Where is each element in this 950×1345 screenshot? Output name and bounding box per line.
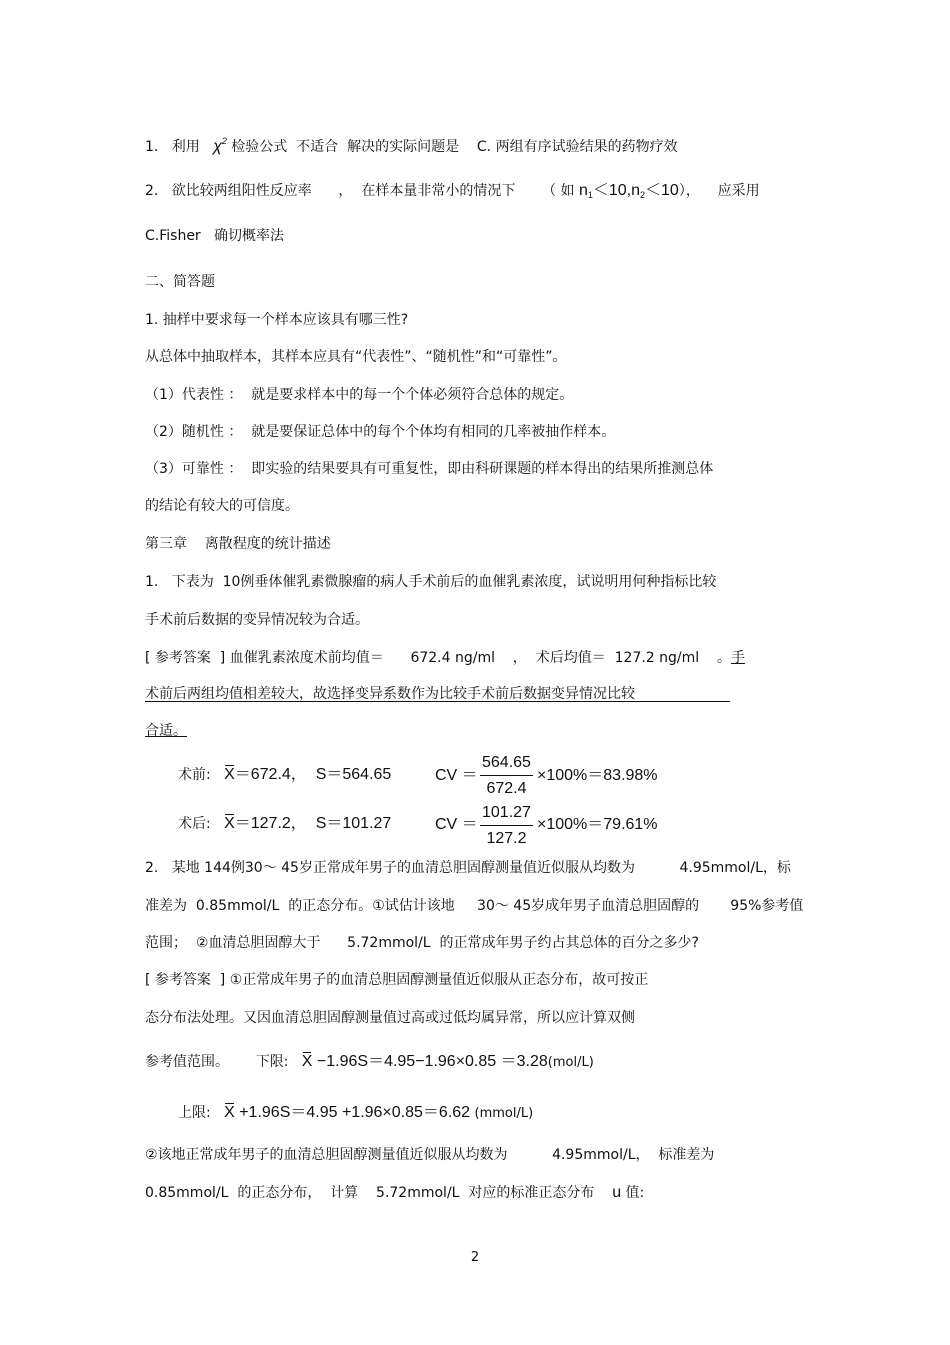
upper-limit-formula: +1.96S＝4.95 +1.96×0.85＝6.62 <box>239 1104 471 1121</box>
underline-rule <box>145 701 730 702</box>
c3q1-line-5: 合适。 <box>145 723 187 739</box>
q2-answer: C.Fisher 确切概率法 <box>145 228 285 244</box>
c3q2-line-3: 范围； ②血清总胆固醇大于 5.72mmol/L 的正常成年男子约占其总体的百分之多少? <box>145 935 699 951</box>
s1-question: 1. 抽样中要求每一个样本应该具有哪三性? <box>145 312 409 328</box>
q1-text-b: 检验公式 不适合 解决的实际问题是 <box>231 139 460 155</box>
section-title: 二、简答题 <box>145 274 215 290</box>
c3q1-line-1: 1. 下表为 10例垂体催乳素微腺瘤的病人手术前后的血催乳素浓度，试说明用何种指标比较 <box>145 574 717 590</box>
q2-condition: $n_1<10,n_2<10$ <box>578 182 679 200</box>
q2-text-c: （ 如 <box>542 183 575 199</box>
q2-text-d: ）， <box>678 183 700 199</box>
s1-point-3-cont: 的结论有较大的可信度。 <box>145 498 299 514</box>
q2-text-a: 欲比较两组阳性反应率 <box>171 183 312 199</box>
pre-cv-label: CV ＝ <box>435 767 478 784</box>
chapter-title: 第三章 离散程度的统计描述 <box>145 536 331 552</box>
q2-line <box>145 181 760 205</box>
page-number: 2 <box>470 1250 480 1265</box>
upper-limit-label: 上限: <box>178 1105 211 1121</box>
chi-symbol: $\chi^2$ <box>213 136 227 155</box>
post-cv-label: CV ＝ <box>435 816 478 833</box>
q1-line <box>145 131 678 157</box>
c3q2-line-2: 准差为 0.85mmol/L 的正态分布。①试估计该地 30～ 45岁成年男子血清总胆固醇的 95%参考值 <box>145 898 804 914</box>
q2-text-e: 应采用 <box>717 183 760 199</box>
s1-answer: 从总体中抽取样本，其样本应具有“代表性”、“随机性”和“可靠性”。 <box>145 349 567 365</box>
post-op-label: 术后: <box>178 816 211 832</box>
pre-op-formula: 术前: X＝672.4， S＝564.65 <box>178 766 392 783</box>
x-bar-symbol: X <box>224 1104 235 1121</box>
c3q2-line-4: [ 参考答案 ] ①正常成年男子的血清总胆固醇测量值近似服从正态分布，故可按正 <box>145 972 649 988</box>
q1-number: 1. <box>145 139 159 155</box>
post-op-formula: 术后: X＝127.2， S＝101.27 <box>178 815 392 832</box>
s1-point-1: （1）代表性 ： 就是要求样本中的每一个个体必须符合总体的规定。 <box>145 387 574 403</box>
c3q2-line-9: 0.85mmol/L 的正态分布， 计算 5.72mmol/L 对应的标准正态分布 u 值: <box>145 1184 645 1201</box>
c3q1-line-2: 手术前后数据的变异情况较为合适。 <box>145 612 369 628</box>
post-cv-result: ×100%＝79.61% <box>537 816 658 833</box>
lower-limit-formula: −1.96S＝4.95−1.96×0.85 ＝3.28 <box>316 1053 548 1070</box>
u-symbol: u <box>612 1184 622 1201</box>
x-bar-symbol: X <box>301 1053 313 1070</box>
s1-point-3: （3）可靠性 ： 即实验的结果要具有可重复性，即由科研课题的样本得出的结果所推测总体 <box>145 461 714 477</box>
c3q1-line-3: [ 参考答案 ] 血催乳素浓度术前均值＝ 672.4 ng/ml ， 术后均值＝ 127.2 ng/ml 。手 <box>145 650 745 666</box>
lower-limit-label: 下限: <box>255 1054 289 1070</box>
pre-op-label: 术前: <box>178 767 211 783</box>
q2-text-b: ， 在样本量非常小的情况下 <box>338 183 516 199</box>
x-bar-symbol: X <box>224 815 235 832</box>
c3q2-line-5: 态分布法处理。又因血清总胆固醇测量值过高或过低均属异常，所以应计算双侧 <box>145 1010 635 1026</box>
c3q1-line-4: 术前后两组均值相差较大，故选择变异系数作为比较手术前后数据变异情况比较 <box>145 686 635 702</box>
q2-number: 2. <box>145 183 159 199</box>
pre-cv-result: ×100%＝83.98% <box>537 767 658 784</box>
q1-answer: C. 两组有序试验结果的药物疗效 <box>476 139 678 155</box>
c3q2-line-1: 2. 某地 144例30～ 45岁正常成年男子的血清总胆固醇测量值近似服从均数为 4.95mmol/L，标 <box>145 860 791 876</box>
upper-limit-line: 上限: X +1.96S＝4.95 +1.96×0.85＝6.62 (mmol/L) <box>178 1104 534 1121</box>
s1-point-2: （2）随机性 ： 就是要保证总体中的每个个体均有相同的几率被抽作样本。 <box>145 424 616 440</box>
lower-limit-line: 参考值范围。 下限: X −1.96S＝4.95−1.96×0.85 ＝3.28(mol/L) <box>145 1053 594 1070</box>
post-cv-fraction: $\frac{101.27}{127.2}$ <box>482 804 531 847</box>
pre-cv-fraction: $\frac{564.65}{672.4}$ <box>482 754 531 797</box>
q1-text-a: 利用 <box>171 139 200 155</box>
c3q2-line-8: ②该地正常成年男子的血清总胆固醇测量值近似服从均数为 4.95mmol/L， 标准差为 <box>145 1147 715 1163</box>
x-bar-symbol: X <box>224 766 235 783</box>
